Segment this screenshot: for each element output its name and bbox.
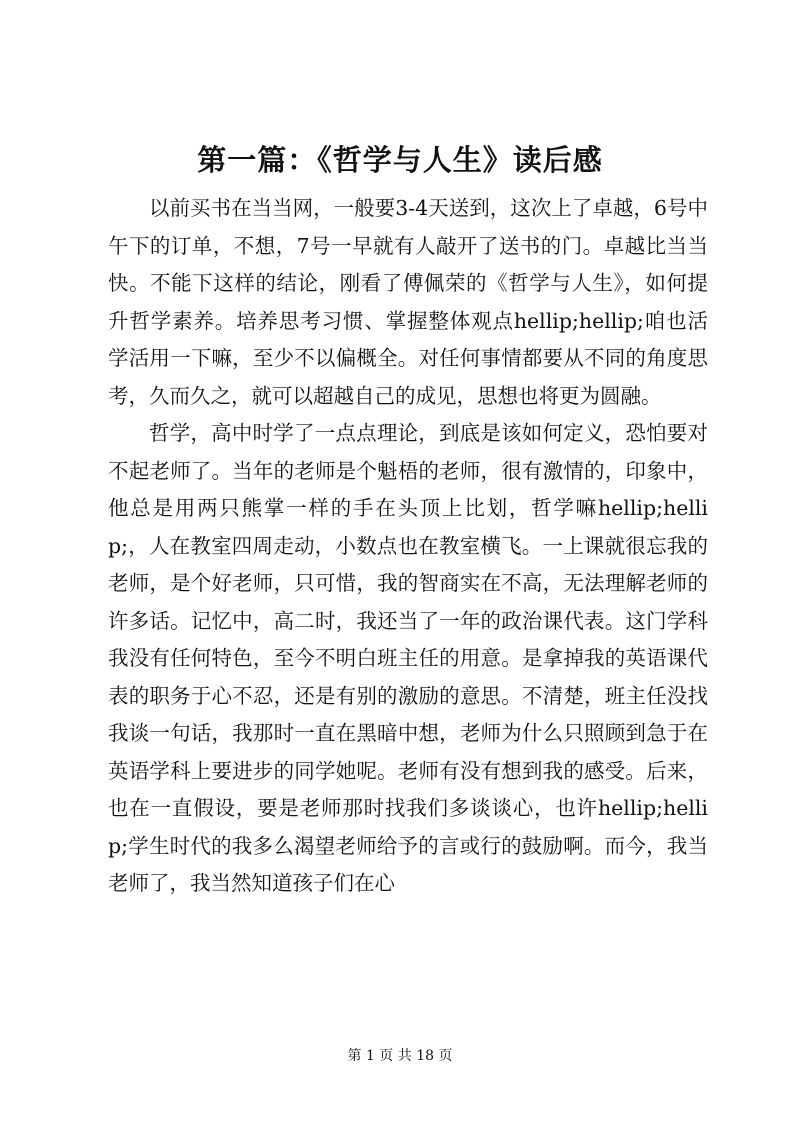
page-number: 第 1 页 共 18 页 xyxy=(347,1048,453,1064)
paragraph: 哲学，高中时学了一点点理论，到底是该如何定义，恐怕要对不起老师了。当年的老师是个魁梧的老师，很有激情的，印象中，他总是用两只熊掌一样的手在头顶上比划，哲学嘛hellip;hellip;，人在教室四周走动，小数点也在教室横飞。一上课就很忘我的老师，是个好老师，只可惜，我的智商实在不高，无法理解老师的许多话。记忆中，高二时，我还当了一年的政治课代表。这门学科我没有任何特色，至今不明白班主任的用意。是拿掉我的英语课代表的职务于心不忍，还是有别的激励的意思。不清楚，班主任没找我谈一句话，我那时一直在黑暗中想，老师为什么只照顾到急于在英语学科上要进步的同学她呢。老师有没有想到我的感受。后来，也在一直假设，要是老师那时找我们多谈谈心，也许hellip;hellip;学生时代的我多么渴望老师给予的言或行的鼓励啊。而今，我当老师了，我当然知道孩子们在心 xyxy=(108,421,708,895)
paragraph: 以前买书在当当网，一般要3-4天送到，这次上了卓越，6号中午下的订单，不想，7号一早就有人敲开了送书的门。卓越比当当快。不能下这样的结论，刚看了傅佩荣的《哲学与人生》，如何提升哲学素养。培养思考习惯、掌握整体观点hellip;hellip;咱也活学活用一下嘛，至少不以偏概全。对任何事情都要从不同的角度思考，久而久之，就可以超越自己的成见，思想也将更为圆融。 xyxy=(108,196,708,408)
document-title: 第一篇：《哲学与人生》读后感 xyxy=(197,143,603,177)
document-body xyxy=(108,190,708,903)
